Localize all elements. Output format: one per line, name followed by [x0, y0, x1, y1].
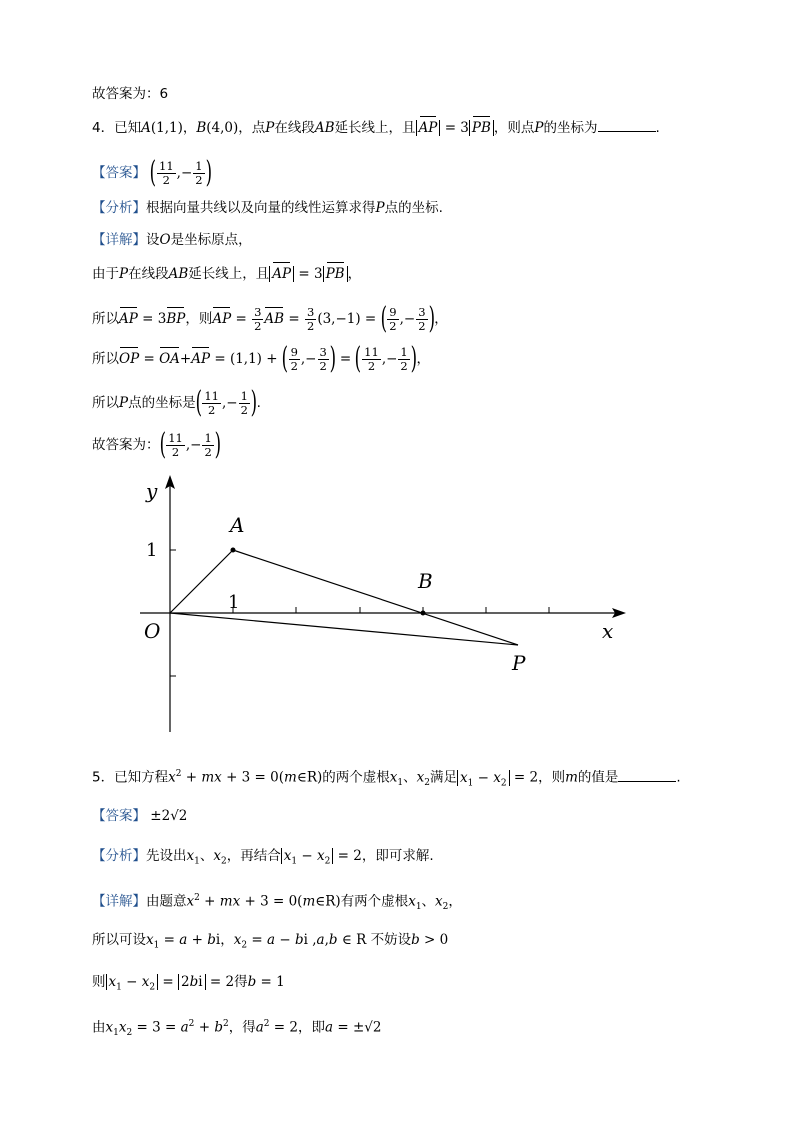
q4-stem: 4．已知A(1,1)，B(4,0)，点P在线段AB延长线上，且 AP = 3 PB ，则点P的坐标为 .: [92, 120, 660, 136]
q4-number: 4．: [92, 120, 115, 136]
analysis-end-text: 点的坐标.: [384, 200, 443, 216]
q5-analysis-line: 【分析】先设出$x_1$、$x_2$，再结合 $x_1 - x_2 = 2$，即可求解.: [92, 848, 434, 867]
x-ticks: [233, 607, 549, 613]
q4-final-answer: 故答案为：( $\frac{11}{2}$ ,− $\frac{1}{2}$ ): [92, 427, 221, 462]
q5-analysis-a: 先设出: [146, 848, 187, 864]
q4-detail-line-5: 所以P点的坐标是( $\frac{11}{2}$ ,− $\frac{1}{2}$ ).: [92, 385, 261, 420]
point-A-def: A: [141, 120, 151, 136]
q4-segment-ab: AB: [314, 120, 335, 136]
q5-stem-a: 已知方程: [114, 769, 169, 786]
detail-3a: 所以: [92, 311, 119, 327]
q5-detail-line-2: 所以可设$x_1 = a$ + bi，$x_2 = a$ − bi ,a,b ∈ R 不妨设b > 0: [92, 932, 449, 951]
detail-origin: O: [159, 232, 171, 248]
q4-stem-text-5: ，则点: [493, 120, 535, 136]
point-A-dot: [231, 548, 236, 553]
segment-AP: [233, 550, 518, 645]
abs-pb: PB: [469, 120, 494, 136]
detail-3b: ，则: [185, 311, 213, 327]
q5-answer-value: ±2√2: [150, 808, 188, 824]
q5-answer-line: [92, 806, 187, 826]
q5-detail-3b: 得: [234, 974, 248, 990]
q5-stem-e: ，则: [538, 769, 566, 786]
point-B-dot: [421, 611, 426, 616]
q5-stem: 5．已知方程$x^2$ + mx + 3 = 0(m∈R)的两个虚根$x_1$、$x_2$满足 $x_1 - x_2 = 2$，则m的值是 .: [92, 769, 681, 789]
q5-detail-a: 由题意: [146, 893, 187, 910]
q4-detail-line-3: 所以AP = 3BP，则AP = $\frac{3}{2}$ AB = $\frac{3}{2}$ (3,−1) = ( $\frac{9}{2}$ ,− $\frac{3}{2}$ )，: [92, 301, 448, 336]
q4-stem-text-3: 在线段: [274, 120, 315, 136]
analysis-tag: 【分析】: [92, 200, 146, 216]
segment-OA: [170, 550, 233, 613]
point-A-label: A: [230, 513, 245, 537]
detail-text-1c: 是坐标原点，: [170, 232, 252, 248]
q4-stem-text-6: 的坐标为: [543, 120, 598, 136]
point-P-label: P: [512, 651, 526, 675]
q5-detail-4c: ，即: [297, 1019, 325, 1036]
point-B-def: B: [196, 120, 207, 136]
q5-analysis-b: ，再结合: [226, 848, 281, 864]
final-answer-label: 故答案为：: [92, 437, 160, 453]
detail-2a: 由于: [92, 266, 119, 282]
detail-2c: 延长线上，且: [188, 266, 270, 282]
q4-stem-text-2: ，点: [238, 120, 266, 136]
q5-analysis-c: ，即可求解.: [361, 848, 434, 864]
q5-stem-b: 的两个虚根: [322, 769, 390, 786]
detail-tag: 【详解】: [92, 232, 146, 248]
detail-4a: 所以: [92, 351, 119, 367]
q5-stem-f: 的值是: [577, 769, 619, 786]
segment-OP: [170, 613, 518, 645]
y-axis-label: y: [146, 479, 158, 503]
q4-answer-line: 【答案】 ( $\frac{11}{2}$ ,− $\frac{1}{2}$ ): [92, 155, 212, 190]
q5-detail-3a: 则: [92, 974, 106, 990]
q4-point-p: P: [265, 120, 275, 136]
q5-stem-c: 、: [403, 769, 417, 786]
q4-detail-line-2: 由于P在线段AB延长线上，且 AP = 3 PB ，: [92, 266, 362, 282]
q4-stem-text-4: 延长线上，且: [334, 120, 416, 136]
origin-label: O: [144, 619, 161, 643]
answer-blank: [598, 119, 656, 132]
q4-detail-line: [92, 230, 252, 250]
q5-answer-blank: [618, 769, 676, 782]
point-B-label: B: [418, 569, 433, 593]
x-tick-label-1: 1: [228, 592, 240, 613]
y-tick-label-1: 1: [146, 540, 158, 561]
prev-answer-line: [92, 84, 168, 104]
abs-ap: AP: [416, 120, 441, 136]
q5-detail-b: 有两个虚根: [340, 893, 409, 910]
q5-detail-2b: 不妨设: [370, 932, 412, 948]
q5-detail-4a: 由: [92, 1019, 106, 1036]
q5-number: 5．: [92, 769, 115, 786]
q4-stem-text: 已知: [114, 120, 142, 136]
q4-detail-line-4: 所以OP = OA+AP = (1,1) + ( $\frac{9}{2}$ ,− $\frac{3}{2}$ ) = ( $\frac{11}{2}$ ,− $\frac{1}{2}$ )，: [92, 341, 430, 376]
x-axis-label: x: [602, 619, 614, 643]
q5-detail-line: 【详解】由题意$x^2$ + mx + 3 = 0(m∈R)有两个虚根$x_1$、$x_2$，: [92, 893, 462, 913]
analysis-text: 根据向量共线以及向量的线性运算求得: [146, 200, 376, 216]
detail-2b: 在线段: [128, 266, 169, 282]
answer-tag: 【答案】: [92, 165, 146, 181]
q5-analysis-tag: 【分析】: [92, 848, 146, 864]
q5-detail-4b: ，得: [228, 1019, 256, 1036]
q5-detail-line-3: 则 $x_1 - x_2 = 2bi = 2$得b = 1: [92, 974, 285, 993]
q5-stem-d: 满足: [430, 769, 457, 786]
detail-text-1: 设: [146, 232, 160, 248]
q5-detail-line-4: 由$x_1x_2 = 3 = a^2 + b^2$，得$a^2 = 2$，即a = ±√2: [92, 1019, 382, 1039]
q4-analysis-line: 【分析】根据向量共线以及向量的线性运算求得P点的坐标.: [92, 200, 443, 216]
q5-answer-tag: 【答案】: [92, 808, 146, 824]
coordinate-figure: [0, 470, 794, 750]
q5-detail-tag: 【详解】: [92, 893, 146, 910]
prev-answer-text: 故答案为：6: [92, 86, 169, 102]
q5-detail-2: 所以可设: [92, 932, 146, 948]
detail-5b: 点的坐标是: [128, 395, 196, 411]
detail-5a: 所以: [92, 395, 119, 411]
